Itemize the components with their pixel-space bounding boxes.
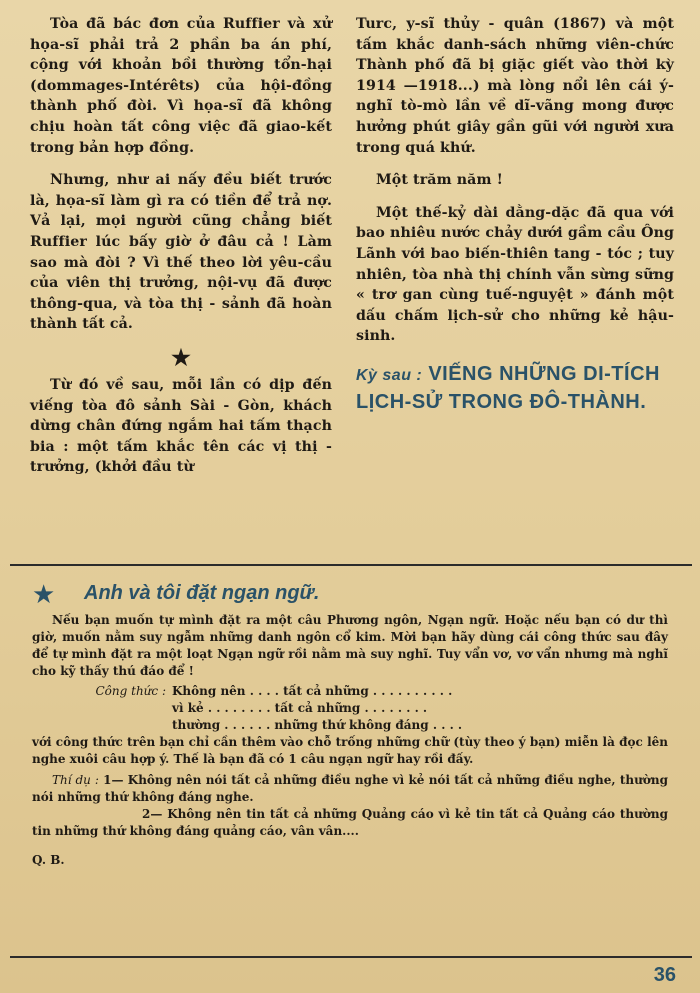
next-issue-teaser [356, 361, 674, 416]
example-label: Thí dụ : [52, 773, 99, 787]
formula-line-3 [32, 717, 668, 734]
paragraph: Nhưng, như ai nấy đều biết trước là, họa-sĩ làm gì ra có tiền để trả nợ. Vả lại, mọi người cũng chẳng biết Ruffier lúc bấy giờ ở đâu cả ! Làm sao mà đòi ? Vì thế theo lời yêu-cầu của viên thị trưởng, nội-vụ đã được thông-qua, và tòa thị - sảnh đã hoàn thành tất cả. [30, 172, 332, 333]
formula-line-2 [32, 700, 668, 717]
next-issue-title: VIẾNG NHỮNG DI-TÍCH LỊCH-SỬ TRONG ĐÔ-THÀNH. [356, 362, 660, 413]
formula-text: vì kẻ . . . . . . . . tất cả những . . . . . . . . [172, 701, 428, 715]
paragraph: Một thế-kỷ dài dằng-dặc đã qua với bao nhiêu nước chảy dưới gầm cầu Ông Lãnh với bao biến-thiên tang - tóc ; tuy nhiên, tòa nhà thị chính vẫn sừng sững « trơ gan cùng tuế-nguyệt » đánh một dấu chấm lịch-sử cho những kẻ hậu-sinh. [356, 204, 674, 345]
signature: Q. B. [32, 853, 65, 867]
box-after-text: với công thức trên bạn chỉ cần thêm vào chỗ trống những chữ (tùy theo ý bạn) miễn là đọc lên nghe xuôi câu hợp ý. Thế là bạn đã có 1 câu ngạn ngữ hay rồi đấy. [32, 735, 668, 766]
page-number: 36 [653, 964, 676, 986]
paragraph: Một trăm năm ! [376, 172, 503, 189]
formula-text: Không nên . . . . tất cả những . . . . . . . . . . [172, 684, 453, 698]
box-header [32, 580, 668, 612]
proverb-box [32, 580, 668, 869]
example-text: 1— Không nên nói tất cả những điều nghe vì kẻ nói tất cả những điều nghe, thường nói những thứ không đáng nghe. [32, 773, 668, 804]
formula-label: Công thức : [95, 684, 166, 698]
star-separator-icon: ★ [171, 344, 191, 371]
next-issue-label: Kỳ sau : [356, 366, 423, 384]
formula-text: thường . . . . . . những thứ không đáng . . . . [172, 718, 463, 732]
paragraph: Từ đó về sau, mỗi lần có dịp đến viếng tòa đô sảnh Sài - Gòn, khách dừng chân đứng ngắm hai tấm thạch bia : một tấm khắc tên các vị thị - trưởng, (khởi đầu từ [30, 376, 332, 476]
box-intro: Nếu bạn muốn tự mình đặt ra một câu Phương ngôn, Ngạn ngữ. Hoặc nếu bạn có dư thì giờ, muốn nằm suy ngẫm những danh ngôn cổ kim. Mời bạn hãy dùng cái công thức sau đây để tự mình đặt ra một loạt Ngạn ngữ rồi nằm mà suy nghĩ. Tuy vẩn vơ, vơ vẩn nhưng mà nghĩ cho kỹ thấy thú đáo để ! [32, 613, 668, 678]
paragraph: Tòa đã bác đơn của Ruffier và xử họa-sĩ phải trả 2 phần ba án phí, cộng với khoản bồi thường tổn-hại (dommages-Intérêts) của hội-đồng thành phố đòi. Vì họa-sĩ đã không chịu hoàn tất công việc đã giao-kết trong bản hợp đồng. [30, 16, 332, 156]
star-icon: ★ [32, 580, 56, 610]
section-divider [10, 564, 692, 566]
paragraph: Turc, y-sĩ thủy - quân (1867) và một tấm khắc danh-sách những viên-chức Thành phố đã bị giặc giết vào thời kỳ 1914 —1918...) mà lòng nổi lên cái ý-nghĩ tò-mò lần về dĩ-vãng mong được hưởng phút giây gần gũi với người xưa trong quá khứ. [356, 16, 674, 156]
example-2: 2— Không nên tin tất cả những Quảng cáo vì kẻ tin tất cả Quảng cáo thường tin những thứ không đáng quảng cáo, vân vân.... [32, 807, 668, 838]
box-title: Anh và tôi đặt ngạn ngữ. [84, 582, 320, 604]
formula-line-1 [32, 683, 668, 700]
example-1 [32, 772, 668, 806]
bottom-divider [10, 956, 692, 958]
article-left-column [30, 14, 332, 490]
article-right-column [356, 14, 674, 416]
